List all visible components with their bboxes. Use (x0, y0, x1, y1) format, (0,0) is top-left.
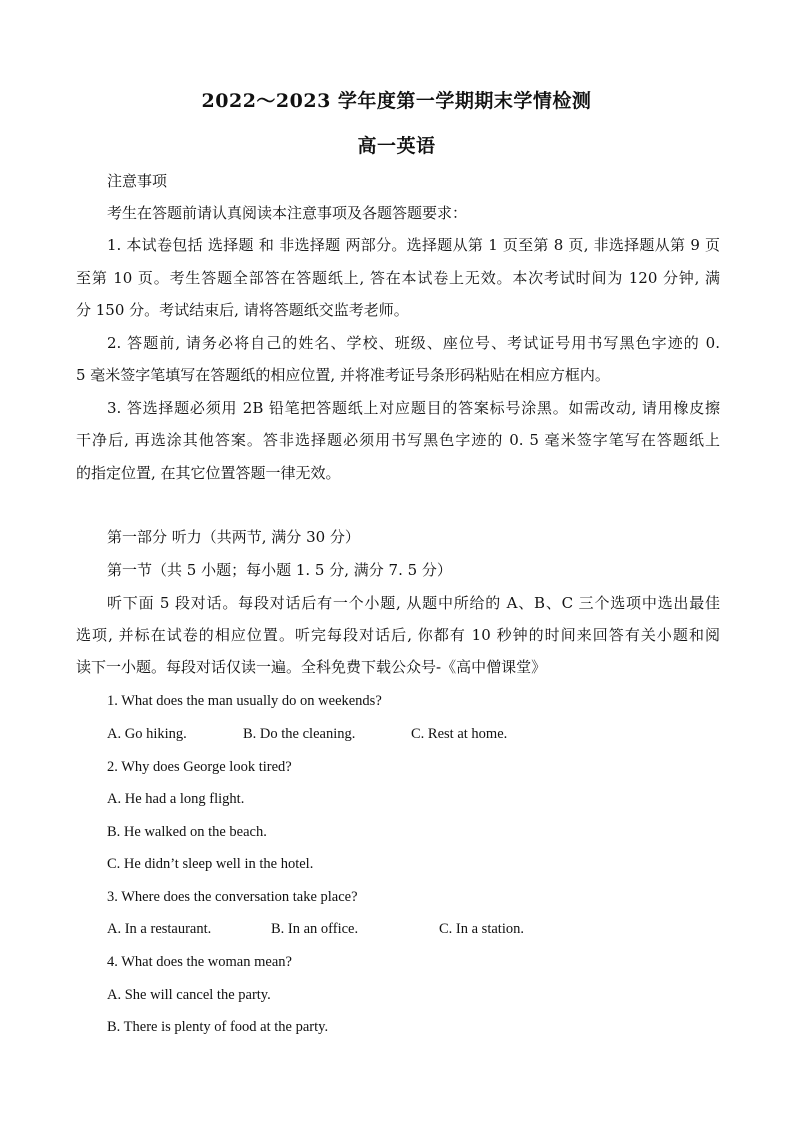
option-b: B. Do the cleaning. (243, 726, 356, 742)
notice-item-3-line-3: 的指定位置, 在其它位置答题一律无效。 (76, 464, 341, 482)
option-b: B. In an office. (271, 921, 359, 937)
directions-line-1: 听下面 5 段对话。每段对话后有一个小题, 从题中所给的 A、B、C 三个选项中选出最佳 (107, 594, 720, 612)
notice-item-3-line-1: 3. 答选择题必须用 2B 铅笔把答题纸上对应题目的答案标号涂黑。如需改动, 请用橡皮擦 (107, 399, 720, 417)
notice-heading: 注意事项 (107, 172, 168, 190)
question-3: 3. Where does the conversation take place? (107, 889, 358, 905)
part-1-heading: 第一部分 听力（共两节, 满分 30 分） (107, 528, 360, 546)
question-4-option-b: B. There is plenty of food at the party. (107, 1019, 329, 1035)
directions-line-3: 读下一小题。每段对话仅读一遍。全科免费下载公众号-《高中僧课堂》 (76, 658, 547, 676)
notice-intro: 考生在答题前请认真阅读本注意事项及各题答题要求： (107, 204, 468, 222)
notice-item-3-line-2: 干净后, 再选涂其他答案。答非选择题必须用书写黑色字迹的 0. 5 毫米签字笔写在答题纸上 (76, 431, 720, 449)
exam-title: 2022～2023 学年度第一学期期末学情检测 (201, 90, 592, 112)
question-4: 4. What does the woman mean? (107, 954, 292, 970)
notice-item-2-line-1: 2. 答题前, 请务必将自己的姓名、学校、班级、座位号、考试证号用书写黑色字迹的 0. (107, 334, 720, 352)
question-1-options (107, 724, 720, 744)
exam-subject: 高一英语 (357, 135, 436, 157)
notice-item-1-line-3: 分 150 分。考试结束后, 请将答题纸交监考老师。 (76, 301, 409, 319)
question-2-option-b: B. He walked on the beach. (107, 824, 267, 840)
question-2-option-c: C. He didn’t sleep well in the hotel. (107, 856, 314, 872)
section-1-heading: 第一节（共 5 小题；每小题 1. 5 分, 满分 7. 5 分） (107, 561, 452, 579)
option-c: C. In a station. (439, 921, 524, 937)
question-3-options (107, 919, 720, 939)
notice-item-1-line-1: 1. 本试卷包括 选择题 和 非选择题 两部分。选择题从第 1 页至第 8 页, 非选择题从第 9 页 (107, 236, 720, 254)
question-2: 2. Why does George look tired? (107, 759, 292, 775)
notice-item-1-line-2: 至第 10 页。考生答题全部答在答题纸上, 答在本试卷上无效。本次考试时间为 120 分钟, 满 (76, 269, 720, 287)
directions-line-2: 选项, 并标在试卷的相应位置。听完每段对话后, 你都有 10 秒钟的时间来回答有关小题和阅 (76, 626, 720, 644)
option-a: A. Go hiking. (107, 726, 187, 742)
option-a: A. In a restaurant. (107, 921, 212, 937)
question-2-option-a: A. He had a long flight. (107, 791, 245, 807)
option-c: C. Rest at home. (411, 726, 508, 742)
notice-item-2-line-2: 5 毫米签字笔填写在答题纸的相应位置, 并将准考证号条形码粘贴在相应方框内。 (76, 366, 610, 384)
question-1: 1. What does the man usually do on weekends? (107, 693, 382, 709)
question-4-option-a: A. She will cancel the party. (107, 987, 271, 1003)
